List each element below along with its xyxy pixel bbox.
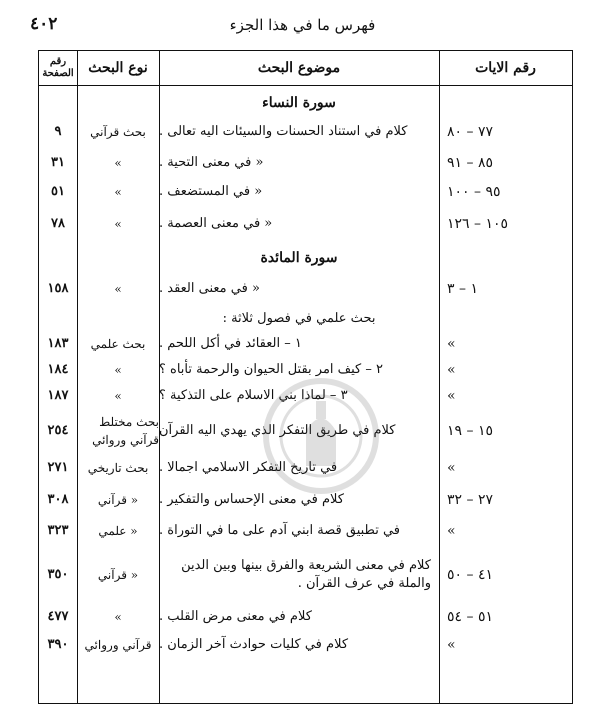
page-number-cell-text: ١٥٨ [47,281,69,296]
verse-range [439,117,569,147]
verse-range-text: ٩٥ – ١٠٠ [447,184,501,200]
page-number-cell-text: ٥١ [51,184,65,199]
page-number-cell [39,117,77,147]
page-number-cell [39,547,77,603]
research-type [77,453,159,483]
page-number: ٤٠٢ [30,14,58,34]
research-type [77,177,159,207]
col-header-topic: موضوع البحث [257,60,341,76]
topic-text: في تطبيق قصة ابني آدم على ما في التوراة . [159,523,401,538]
table-row [39,275,572,303]
verse-range-text: « [447,637,456,653]
research-type [77,485,159,515]
page-number-cell [39,605,77,629]
verse-range-text: ١٥ – ١٩ [447,423,493,439]
topic [159,149,439,177]
col-header-type: نوع البحث [88,60,148,76]
verse-range [439,605,569,629]
verse-range [439,631,569,659]
verse-range-text: ٢٧ – ٣٢ [447,492,493,508]
research-type-text: « علمي [98,524,138,538]
research-type [77,357,159,383]
verse-range [439,357,569,383]
section-heading-row [39,91,572,115]
topic-text: كلام في طريق التفكر الذي يهدي اليه القرآن [159,423,396,438]
library-seal-watermark [261,371,381,501]
verse-range [439,275,569,303]
table-row [39,517,572,545]
verse-range-text: ٨٥ – ٩١ [447,155,493,171]
research-type [77,383,159,409]
index-table [38,50,573,704]
research-type-text: قرآني وروائي [84,638,152,652]
topic-text: ١ – العقائد في أكل اللحم . [159,336,302,351]
topic-text: « في المستضعف . [159,184,263,199]
verse-range-text: « [447,362,456,378]
page-number-cell-text: ١٨٤ [47,362,69,377]
page-number-cell [39,177,77,207]
research-type-text: بحث مختلط قرآني وروائي [92,415,159,447]
research-type [77,547,159,603]
subheading-text: بحث علمي في فصول ثلاثة : [222,311,376,326]
table-row [39,605,572,629]
verse-range-text: « [447,336,456,352]
research-type [77,331,159,357]
page-number-cell [39,631,77,659]
table-row [39,331,572,357]
topic-text: « في معنى العقد . [159,281,260,296]
page-number-cell-text: ٢٥٤ [47,423,69,438]
section-title-text: سورة النساء [262,95,336,111]
table-row [39,177,572,207]
research-type-text: بحث علمي [90,337,146,351]
research-type [77,149,159,177]
topic-text: كلام في معنى الشريعة والفرق بينها وبين الدين والملة في عرف القرآن . [181,558,431,591]
verse-range-text: ٧٧ – ٨٠ [447,124,493,140]
verse-range [439,149,569,177]
research-type [77,631,159,659]
table-row [39,547,572,603]
verse-range [439,331,569,357]
topic-text: كلام في معنى الإحساس والتفكير . [159,492,344,507]
research-type-text: « [114,156,122,170]
verse-range-text: « [447,388,456,404]
research-type [77,411,159,451]
table-row [39,117,572,147]
page-number-cell [39,517,77,545]
section-title [159,91,439,115]
research-type-text: « [114,185,122,199]
page-number-cell-text: ١٨٣ [47,336,69,351]
topic [159,209,439,239]
topic [159,547,439,603]
verse-range [439,547,569,603]
verse-range [439,209,569,239]
topic [159,275,439,303]
verse-range-text: « [447,523,456,539]
section-title-text: سورة المائدة [260,250,338,266]
col-header-verses: رقم الايات [475,60,536,76]
verse-range-text: ١٠٥ – ١٢٦ [447,216,509,232]
topic-text: ٣ – لماذا بني الاسلام على التذكية ؟ [159,388,348,403]
page-number-cell-text: ١٨٧ [47,388,69,403]
research-type-text: « قرآني [97,493,139,507]
verse-range-text: ٥١ – ٥٤ [447,609,493,625]
research-type-text: « [114,610,122,624]
page-number-cell [39,357,77,383]
topic-text: كلام في معنى مرض القلب . [159,609,312,624]
verse-range [439,411,569,451]
page-number-cell-text: ٣١ [51,155,65,170]
topic [159,331,439,357]
verse-range [439,453,569,483]
subheading-row [39,307,572,331]
research-type [77,517,159,545]
page-number-cell-text: ٢٧١ [47,460,69,475]
research-type [77,605,159,629]
topic [159,631,439,659]
page-number-cell [39,209,77,239]
table-row [39,209,572,239]
page-header [30,14,575,36]
page-number-cell-text: ٩ [54,124,62,139]
research-type-text: « [114,217,122,231]
research-type-text: « قرآني [97,568,139,582]
page-title: فهرس ما في هذا الجزء [229,16,376,34]
page-number-cell [39,275,77,303]
verse-range-text: ٤١ – ٥٠ [447,567,493,583]
verse-range-text: « [447,460,456,476]
page-number-cell [39,453,77,483]
topic-text: كلام في كليات حوادث آخر الزمان . [159,637,349,652]
topic [159,117,439,147]
research-type-text: « [114,363,122,377]
page-number-cell-text: ٧٨ [51,216,65,231]
topic-text: في تاريخ التفكر الاسلامي اجمالا . [159,460,338,475]
research-type-text: بحث قرآني [90,125,146,139]
topic [159,517,439,545]
page-number-cell-text: ٣٢٣ [47,523,69,538]
page-number-cell [39,383,77,409]
page-number-cell [39,411,77,451]
page-number-cell [39,149,77,177]
topic-text: ٢ – كيف امر بقتل الحيوان والرحمة تأباه ؟ [159,362,383,377]
research-type-text: بحث تاريخي [87,461,149,475]
verse-range [439,485,569,515]
research-type-text: « [114,282,122,296]
page-number-cell-text: ٤٧٧ [47,609,69,624]
section-heading-row [39,245,572,271]
page-number-cell-text: ٣٠٨ [47,492,69,507]
page-number-cell-text: ٣٩٠ [47,637,69,652]
topic-text: كلام في استناد الحسنات والسيئات اليه تعالى . [159,124,408,139]
page-number-cell [39,485,77,515]
table-row [39,631,572,659]
col-header-page: رقم الصفحة [42,56,74,79]
page-number-cell-text: ٣٥٠ [47,567,69,582]
verse-range-text: ١ – ٣ [447,281,478,297]
research-type [77,117,159,147]
research-type-text: « [114,389,122,403]
verse-range [439,177,569,207]
verse-range [439,383,569,409]
verse-range [439,517,569,545]
topic [159,177,439,207]
subheading [159,307,439,331]
section-title [159,245,439,271]
page-number-cell [39,331,77,357]
topic-text: « في معنى العصمة . [159,216,273,231]
research-type [77,209,159,239]
table-row [39,149,572,177]
topic-text: « في معنى التحية . [159,155,264,170]
topic [159,605,439,629]
research-type [77,275,159,303]
